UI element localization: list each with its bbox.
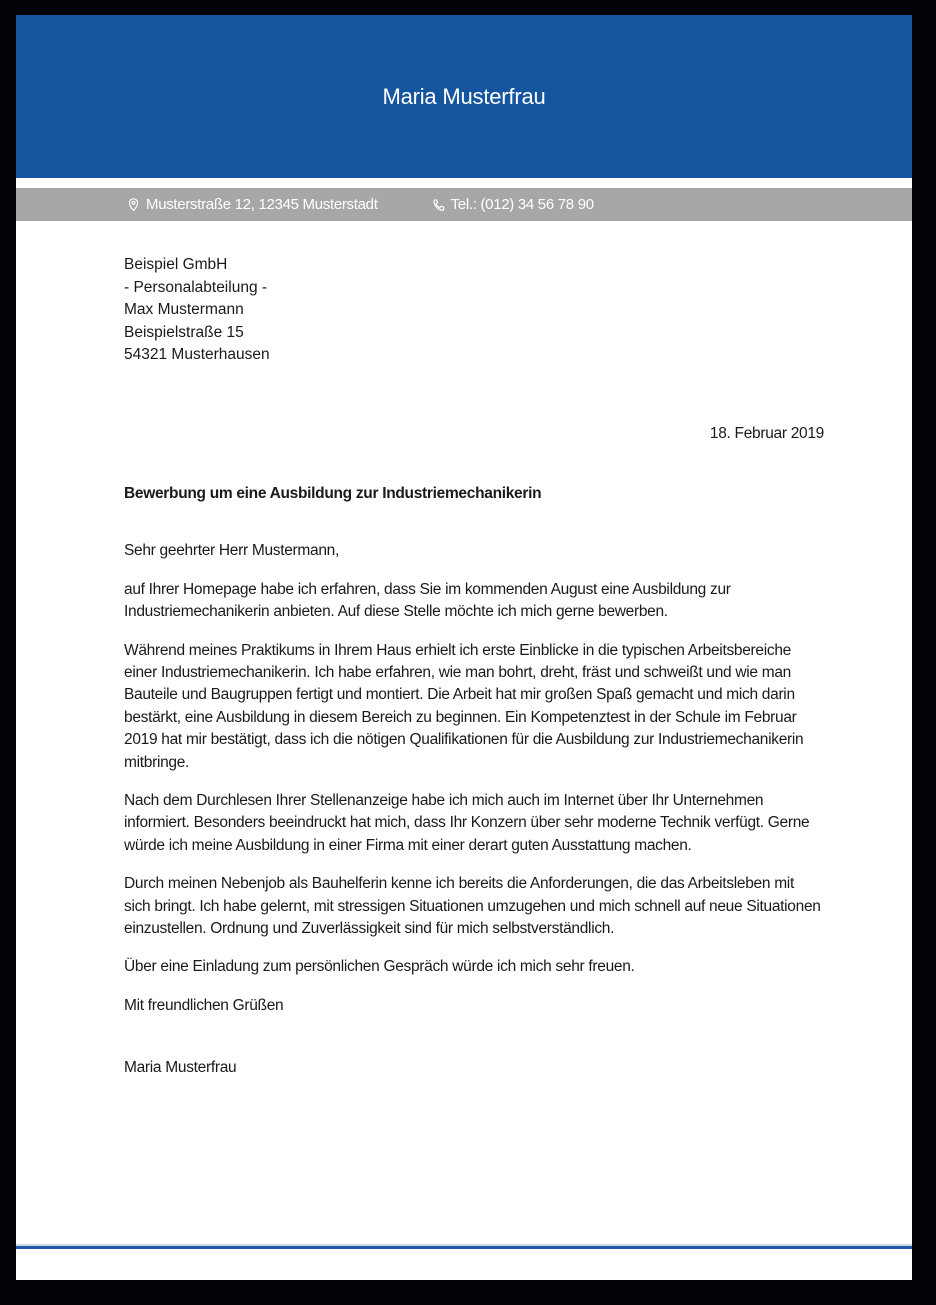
recipient-line: Beispielstraße 15 (124, 323, 244, 341)
recipient-line: - Personalabteilung - (124, 278, 268, 296)
footer-accent-line (16, 1246, 912, 1249)
phone-receiver-icon (432, 198, 446, 212)
phone-item (432, 196, 594, 213)
paragraph-3: Nach dem Durchlesen Ihrer Stellenanzeige habe ich mich auch im Internet über Ihr Unternehmen informiert. Besonders beeindruckt hat mich, dass Ihr Konzern über sehr moderne Technik verfügt. Gerne würde ich meine Ausbildung in einer Firma mit einer derart guten Ausstattung machen. (124, 791, 810, 854)
address-text: Musterstraße 12, 12345 Musterstadt (146, 196, 378, 213)
paragraph-4: Durch meinen Nebenjob als Bauhelferin kenne ich bereits die Anforderungen, die das Arbeitsleben mit sich bringt. Ich habe gelernt, mit stressigen Situationen umzugehen und mich schnell auf neue Situationen einzustellen. Ordnung und Zuverlässigkeit sind für mich selbstverständlich. (124, 875, 821, 937)
paragraph-2: Während meines Praktikums in Ihrem Haus erhielt ich erste Einblicke in die typischen Arbeitsbereiche einer Industriemechanikerin. Ich habe erfahren, wie man bohrt, dreht, fräst und schweißt und wie man Bauteile und Baugruppen fertigt und montiert. Die Arbeit hat mir großen Spaß gemacht und mich darin bestärkt, eine Ausbildung in diesem Bereich zu beginnen. Ein Kompetenztest in der Schule im Februar 2019 hat mir bestätigt, dass ich die nötigen Qualifikationen für die Ausbildung zur Industriemechanikerin mitbringe. (124, 641, 804, 771)
letter-date: 18. Februar 2019 (709, 424, 824, 442)
address-item (126, 196, 378, 213)
subject-line: Bewerbung um eine Ausbildung zur Industriemechanikerin (124, 484, 542, 502)
location-pin-icon (126, 197, 141, 212)
recipient-line: Max Mustermann (124, 301, 244, 318)
recipient-line: Beispiel GmbH (124, 256, 228, 273)
sender-name: Maria Musterfrau (382, 83, 546, 109)
signature-name: Maria Musterfrau (124, 1059, 237, 1077)
phone-text: Tel.: (012) 34 56 78 90 (450, 196, 594, 213)
letter-sheet (16, 15, 912, 1280)
letter-body (16, 221, 912, 1080)
contact-bar (16, 188, 912, 221)
closing-sentence: Über eine Einladung zum persönlichen Gespräch würde ich mich sehr freuen. (124, 958, 635, 976)
greeting: Mit freundlichen Grüßen (124, 996, 284, 1014)
header-band (16, 15, 912, 178)
recipient-line: 54321 Musterhausen (124, 346, 270, 363)
recipient-address (124, 254, 824, 367)
salutation: Sehr geehrter Herr Mustermann, (124, 542, 339, 560)
paragraph-1: auf Ihrer Homepage habe ich erfahren, dass Sie im kommenden August eine Ausbildung zur Industriemechanikerin anbieten. Auf diese Stelle möchte ich mich gerne bewerben. (124, 580, 731, 621)
